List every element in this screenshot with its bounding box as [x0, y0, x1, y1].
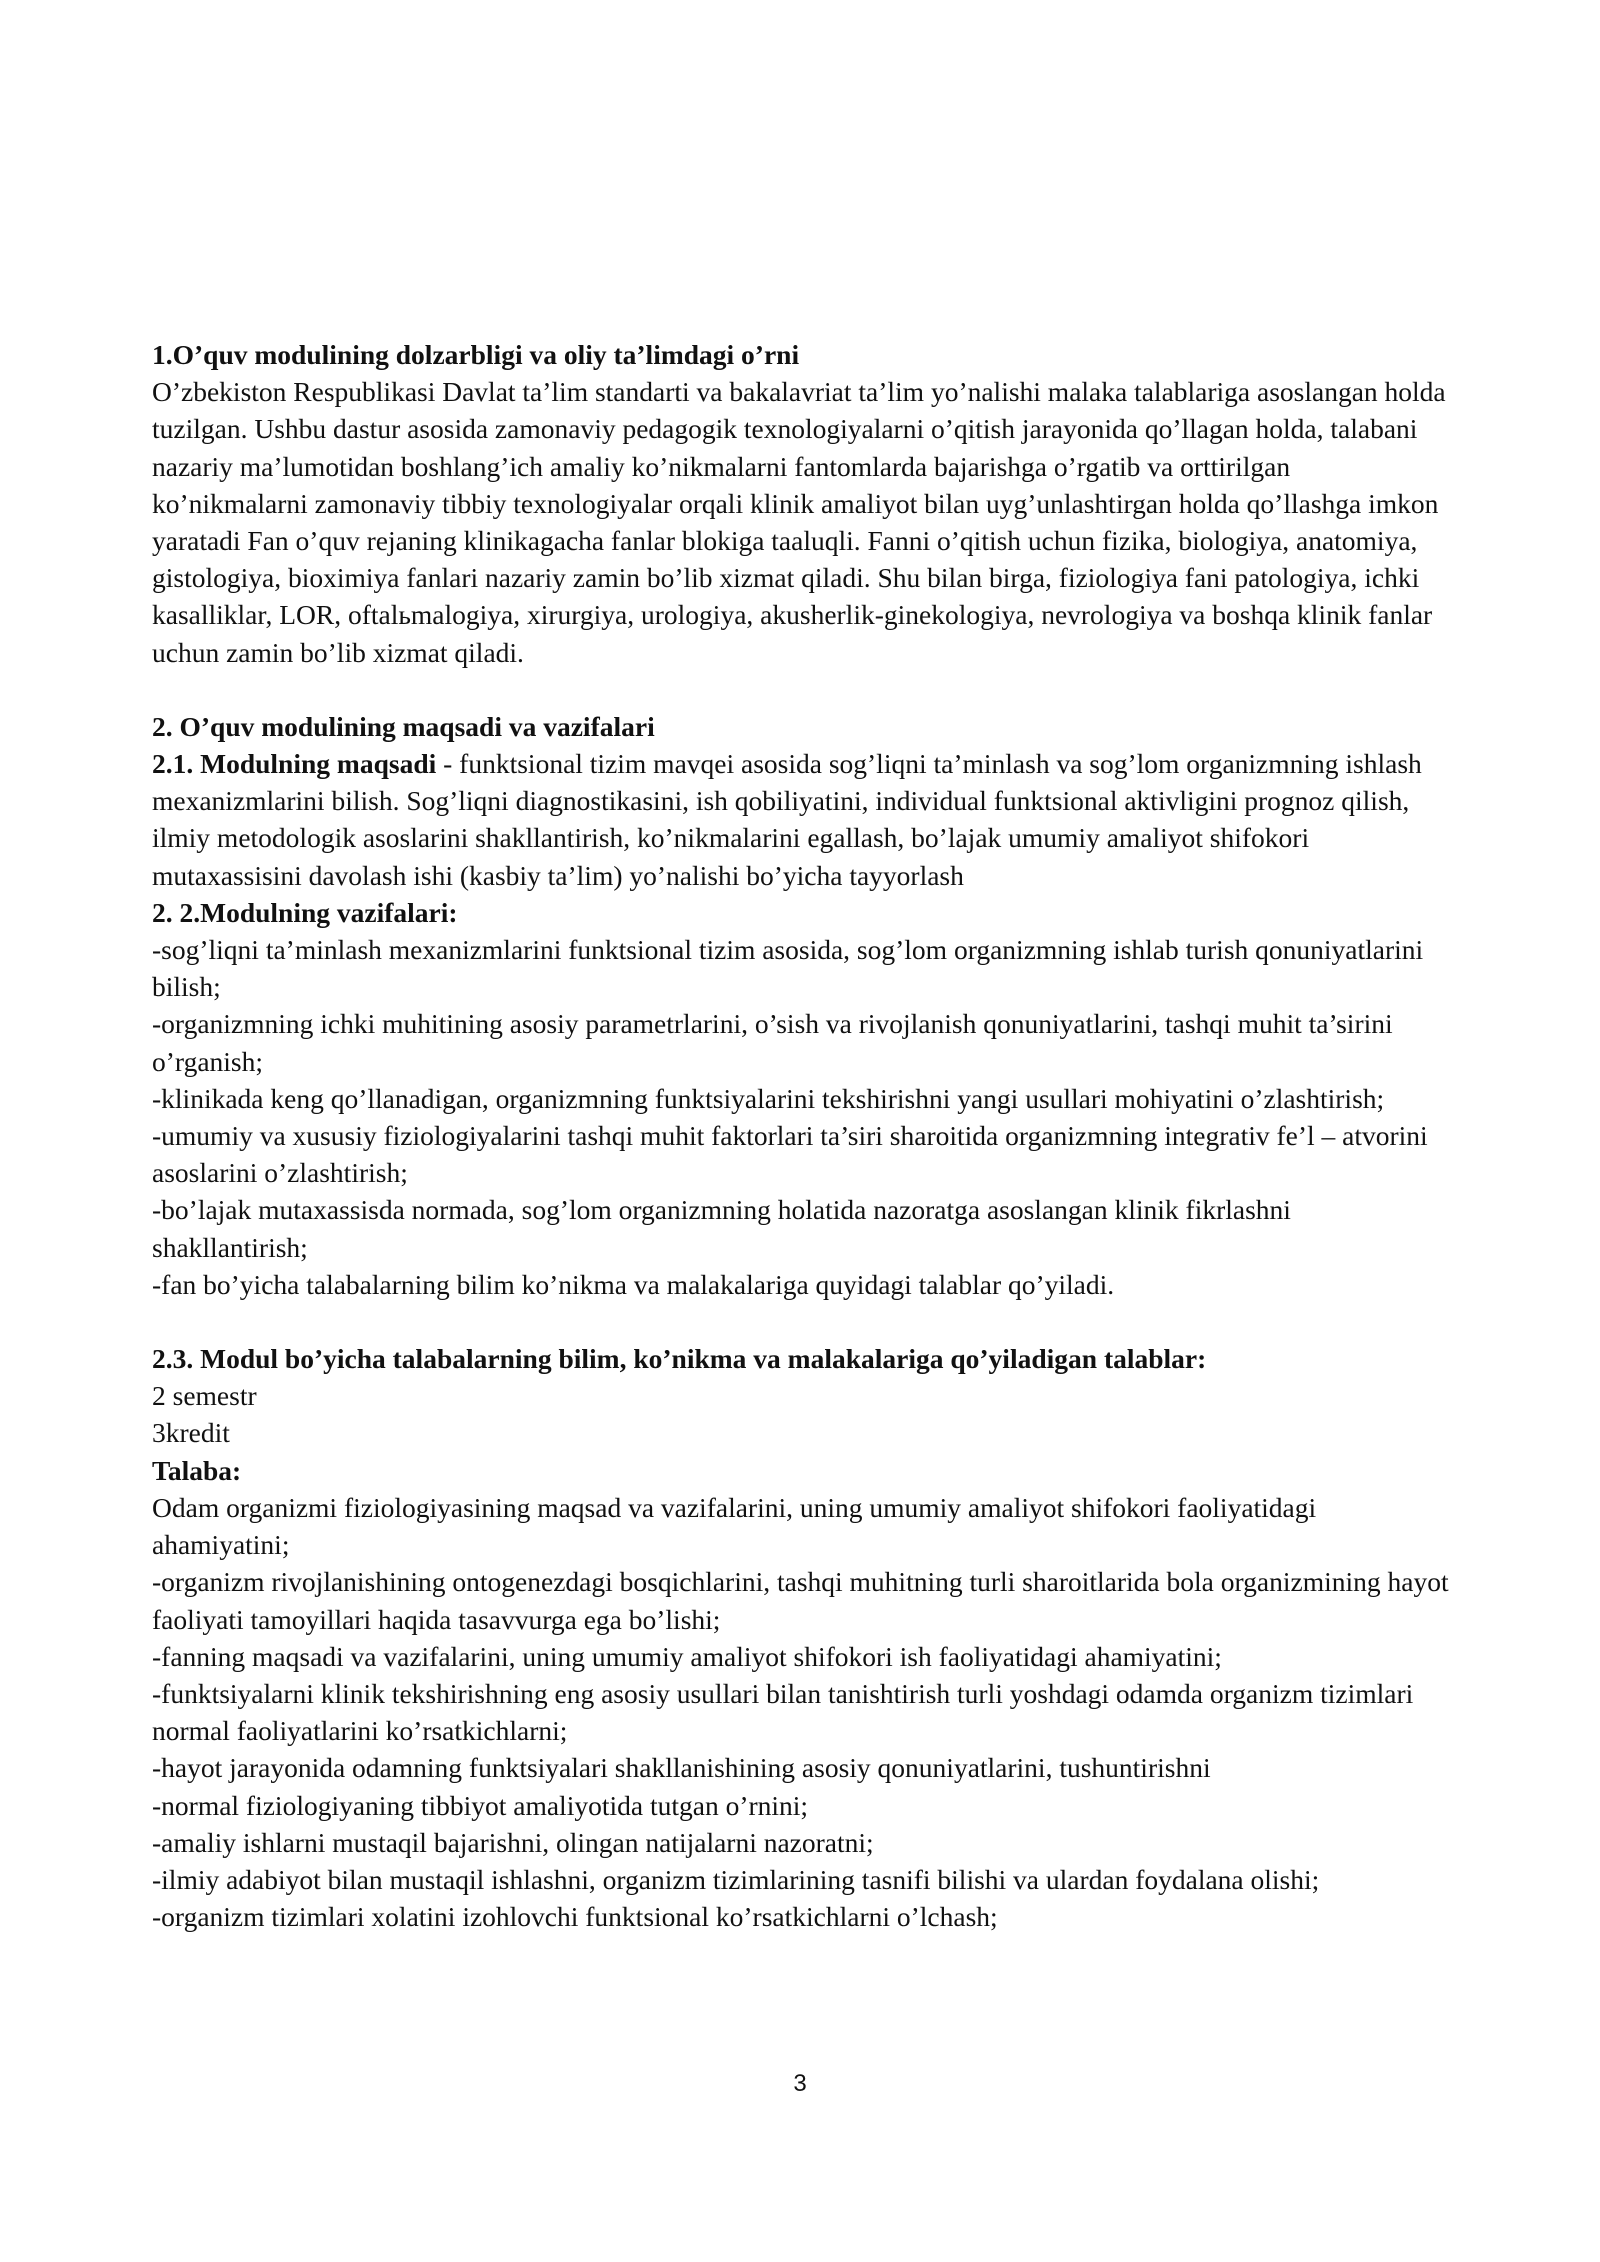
page-number: 3 — [793, 2070, 807, 2097]
page-content — [152, 336, 1452, 1935]
requirement-item: -funktsiyalarni klinik tekshirishning eng asosiy usullari bilan tanishtirish turli yoshdagi odamda organizm tizimlari normal faoliyatlarini ko’rsatkichlarni; — [152, 1677, 1414, 1747]
requirement-item: -organizm rivojlanishining ontogenezdagi bosqichlarini, tashqi muhitning turli sharoitlarida bola organizmining hayot faoliyati tamoyillari haqida tasavvurga ega bo’lishi; — [152, 1566, 1449, 1635]
tasks-heading: 2. 2.Modulning vazifalari: — [152, 896, 458, 928]
section-2-3-heading: 2.3. Modul bo’yicha talabalarning bilim, ko’nikma va malakalariga qo’yiladigan talablar: — [152, 1343, 1207, 1375]
requirement-item: -normal fiziologiyaning tibbiyot amaliyotida tutgan o’rnini; — [152, 1789, 809, 1821]
task-item: -umumiy va xususiy fiziologiyalarini tashqi muhit faktorlari ta’siri sharoitida organizmning integrativ fe’l – atvorini asoslarini o’zlashtirish; — [152, 1120, 1428, 1189]
task-item: -fan bo’yicha talabalarning bilim ko’nikma va malakalariga quyidagi talablar qo’yiladi. — [152, 1268, 1115, 1300]
task-item: -bo’lajak mutaxassisda normada, sog’lom organizmning holatida nazoratga asoslangan klinik fikrlashni shakllantirish; — [152, 1194, 1291, 1263]
student-label: Talaba: — [152, 1454, 242, 1486]
credit-line: 3kredit — [152, 1417, 230, 1449]
task-item: -klinikada keng qo’llanadigan, organizmning funktsiyalarini tekshirishni yangi usullari mohiyatini o’zlashtirish; — [152, 1082, 1385, 1114]
requirement-item: -ilmiy adabiyot bilan mustaqil ishlashni, organizm tizimlarining tasnifi bilishi va ulardan foydalana olishi; — [152, 1863, 1320, 1895]
task-item: -sog’liqni ta’minlash mexanizmlarini funktsional tizim asosida, sog’lom organizmning ishlab turish qonuniyatlarini bilish; — [152, 934, 1424, 1003]
goal-paragraph — [152, 745, 1452, 894]
goal-text: - funktsional tizim mavqei asosida sog’liqni ta’minlash va sog’lom organizmning ishlash mexanizmlarini bilish. Sog’liqni diagnostikasini, ish qobiliyatini, individual funktsional aktivligini prognoz qilish, ilmiy metodologik asoslarini shakllantirish, ko’nikmalarini egallash, bo’lajak umumiy amaliyot shifokori mutaxassisini davolash ishi (kasbiy ta’lim) yo’nalishi bo’yicha tayyorlash — [152, 748, 1422, 891]
task-item: -organizmning ichki muhitining asosiy parametrlarini, o’sish va rivojlanish qonuniyatlarini, tashqi muhit ta’sirini o’rganish; — [152, 1008, 1393, 1077]
goal-label: 2.1. Modulning maqsadi — [152, 748, 437, 780]
section-1-heading: 1.O’quv modulining dolzarbligi va oliy ta’limdagi o’rni — [152, 339, 800, 370]
requirement-item: -amaliy ishlarni mustaqil bajarishni, olingan natijalarni nazoratni; — [152, 1826, 874, 1858]
requirement-item: -fanning maqsadi va vazifalarini, uning umumiy amaliyot shifokori ish faoliyatidagi ahamiyatini; — [152, 1640, 1222, 1672]
section-2-heading: 2. O’quv modulining maqsadi va vazifalari — [152, 710, 655, 742]
requirement-item: -hayot jarayonida odamning funktsiyalari shakllanishining asosiy qonuniyatlarini, tushuntirishni — [152, 1752, 1211, 1784]
requirement-item: -organizm tizimlari xolatini izohlovchi funktsional ko’rsatkichlarni o’lchash; — [152, 1901, 998, 1933]
paragraph-spacer — [152, 671, 1452, 708]
section-1-body: O’zbekiston Respublikasi Davlat ta’lim standarti va bakalavriat ta’lim yo’nalishi malaka talablariga asoslangan holda tuzilgan. Ushbu dastur asosida zamonaviy pedagogik texnologiyalarni o’qitish jarayonida qo’llagan holda, talabani nazariy ma’lumotidan boshlang’ich amaliy ko’nikmalarni fantomlarda bajarishga o’rgatib va orttirilgan ko’nikmalarni zamonaviy tibbiy texnologiyalar orqali klinik amaliyot bilan uyg’unlashtirgan holda qo’llashga imkon yaratadi Fan o’quv rejaning klinikagacha fanlar blokiga taaluqli. Fanni o’qitish uchun fizika, biologiya, anatomiya, gistologiya, bioximiya fanlari nazariy zamin bo’lib xizmat qiladi. Shu bilan birga, fiziologiya fani patologiya, ichki kasalliklar, LOR, oftalьmalogiya, xirurgiya, urologiya, akusherlik-ginekologiya, nevrologiya va boshqa klinik fanlar uchun zamin bo’lib xizmat qiladi. — [152, 376, 1446, 668]
requirement-item: Odam organizmi fiziologiyasining maqsad va vazifalarini, uning umumiy amaliyot shifokori faoliyatidagi ahamiyatini; — [152, 1491, 1317, 1561]
paragraph-spacer — [152, 1303, 1452, 1340]
semester-line: 2 semestr — [152, 1380, 257, 1412]
